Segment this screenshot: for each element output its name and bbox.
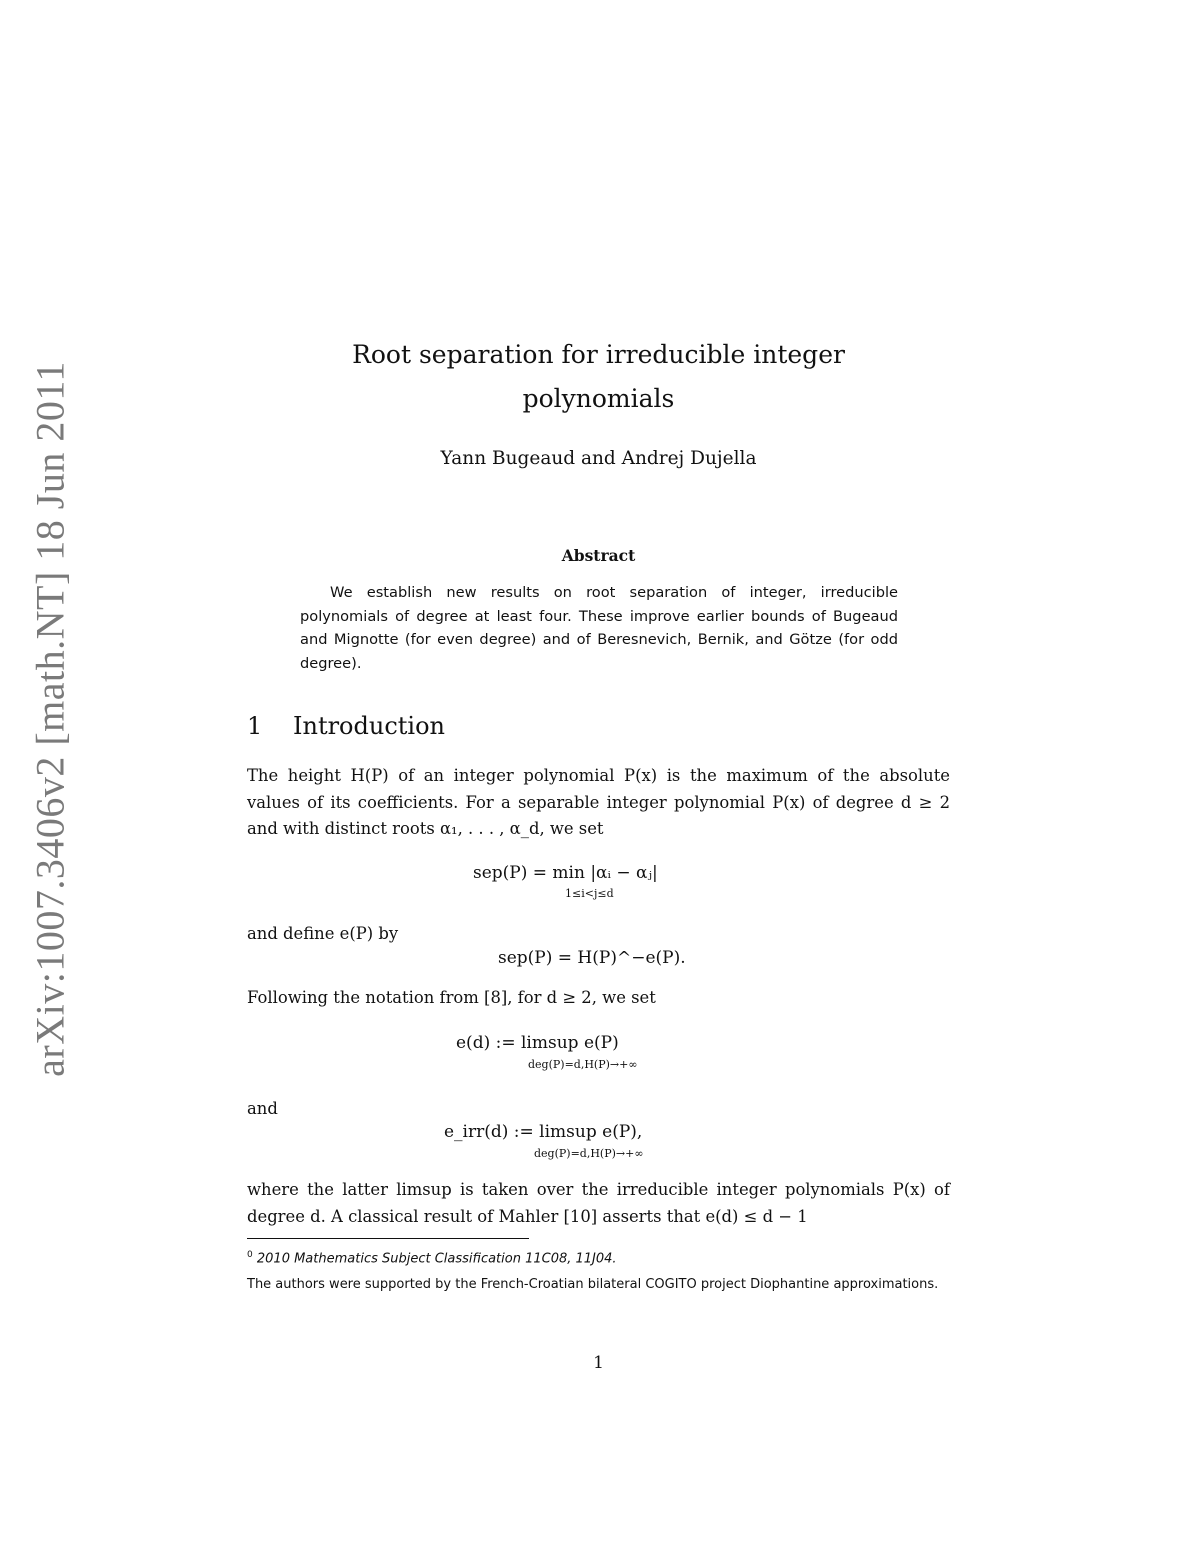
- equation-sep-definition: [473, 863, 658, 900]
- intro-paragraph-4: and: [247, 1099, 278, 1118]
- equation-sep-subscript: 1≤i<j≤d: [565, 887, 614, 900]
- footnote-msc-text: 2010 Mathematics Subject Classification 11C08, 11J04.: [256, 1251, 617, 1267]
- equation-ed-main: e(d) := limsup e(P): [456, 1033, 619, 1053]
- equation-e-definition: sep(P) = H(P)^−e(P).: [498, 948, 686, 968]
- abstract-body: We establish new results on root separation of integer, irreducible polynomials of degree at least four. These improve earlier bounds of Bugeaud and Mignotte (for even degree) and of Beresnevich, Bernik, and Götze (for odd degree).: [300, 584, 898, 672]
- abstract-heading: Abstract: [561, 546, 636, 565]
- footnote-separator: [247, 1238, 529, 1239]
- paper-authors: Yann Bugeaud and Andrej Dujella: [440, 448, 757, 469]
- equation-ed-limsup: [456, 1033, 638, 1071]
- equation-eirr-main: e_irr(d) := limsup e(P),: [444, 1122, 643, 1142]
- arxiv-identifier: arXiv:1007.3406v2 [math.NT] 18 Jun 2011: [27, 361, 73, 1077]
- equation-ed-subscript: deg(P)=d,H(P)→+∞: [528, 1058, 638, 1071]
- page-number: 1: [593, 1353, 604, 1373]
- equation-eirr-limsup: [444, 1122, 644, 1160]
- arxiv-sidebar-stamp: [27, 361, 73, 1077]
- title-line-1: Root separation for irreducible integer: [352, 340, 845, 369]
- intro-paragraph-3: Following the notation from [8], for d ≥ 2, we set: [247, 988, 656, 1007]
- title-line-2: polynomials: [522, 384, 675, 413]
- intro-paragraph-5: where the latter limsup is taken over the irreducible integer polynomials P(x) of degree d. A classical result of Mahler [10] asserts that e(d) ≤ d − 1: [247, 1180, 950, 1226]
- equation-sep-main: sep(P) = min |αᵢ − αⱼ|: [473, 863, 658, 883]
- intro-paragraph-1: The height H(P) of an integer polynomial P(x) is the maximum of the absolute values of its coefficients. For a separable integer polynomial P(x) of degree d ≥ 2 and with distinct roots α₁, . . . , α_d, we set: [247, 766, 950, 838]
- footnote-marker: 0: [247, 1250, 253, 1260]
- section-title: Introduction: [293, 712, 445, 740]
- section-heading: [247, 709, 445, 743]
- footnote-funding: The authors were supported by the French-Croatian bilateral COGITO project Diophantine approximations.: [247, 1277, 939, 1292]
- paper-title: [247, 333, 950, 421]
- footnote-msc: [247, 1245, 950, 1269]
- intro-paragraph-2: and define e(P) by: [247, 924, 399, 943]
- section-number: 1: [247, 712, 263, 740]
- equation-eirr-subscript: deg(P)=d,H(P)→+∞: [534, 1147, 644, 1160]
